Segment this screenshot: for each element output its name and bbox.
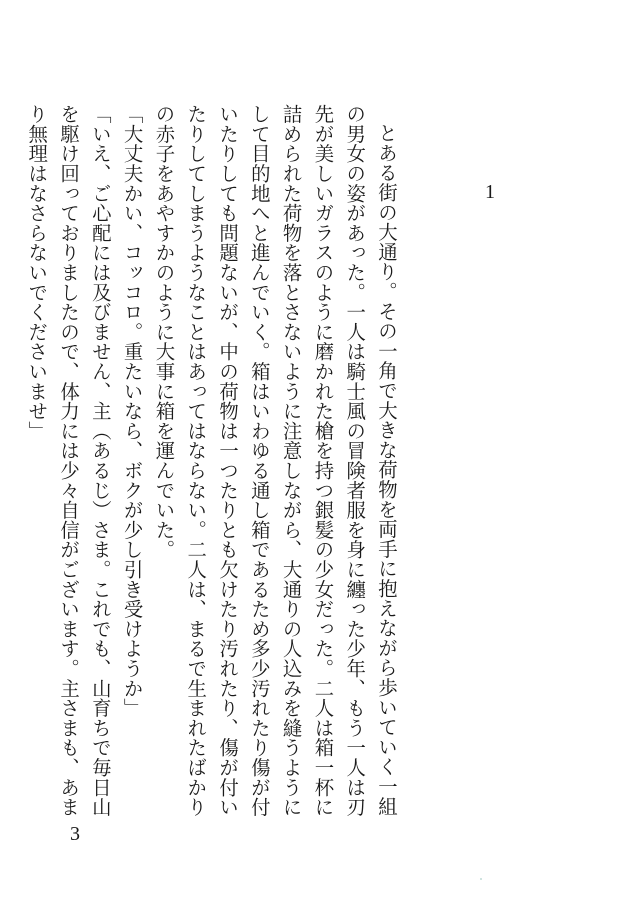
- paragraph-dialogue-1: 「大丈夫かい、コッコロ。重たいなら、ボクが少し引き受けようか」: [120, 104, 144, 718]
- body-text: [25, 104, 402, 824]
- page-number: 3: [70, 823, 80, 845]
- scan-speck: [480, 878, 482, 880]
- chapter-number: 1: [485, 181, 495, 203]
- paragraph-narration: とある街の大通り。その一角で大きな荷物を両手に抱えながら歩いていく一組の男女の姿があった。一人は騎士風の冒険者服を身に纏った少年、もう一人は刃先が美しいガラスのように磨かれた槍を持つ銀髪の少女だった。二人は箱一杯に詰められた荷物を落とさないように注意しながら、大通りの人込みを縫うようにして目的地へと進んでいく。箱はいわゆる通し箱であるため多少汚れたり傷が付いたりしても問題ないが、中の荷物は一つたりとも欠けたり汚れたり、傷が付いたりしてしまうようなことはあってはならない。二人は、まるで生まれたばかりの赤子をあやすかのように大事に箱を運んでいた。: [152, 104, 398, 817]
- paragraph-dialogue-2: 「いえ、ご心配には及びません、主（あるじ）さま。これでも、山育ちで毎日山を駆け回っておりましたので、体力には少々自信がございます。主さまも、あまり無理はなさらないでくださいませ」: [25, 104, 112, 817]
